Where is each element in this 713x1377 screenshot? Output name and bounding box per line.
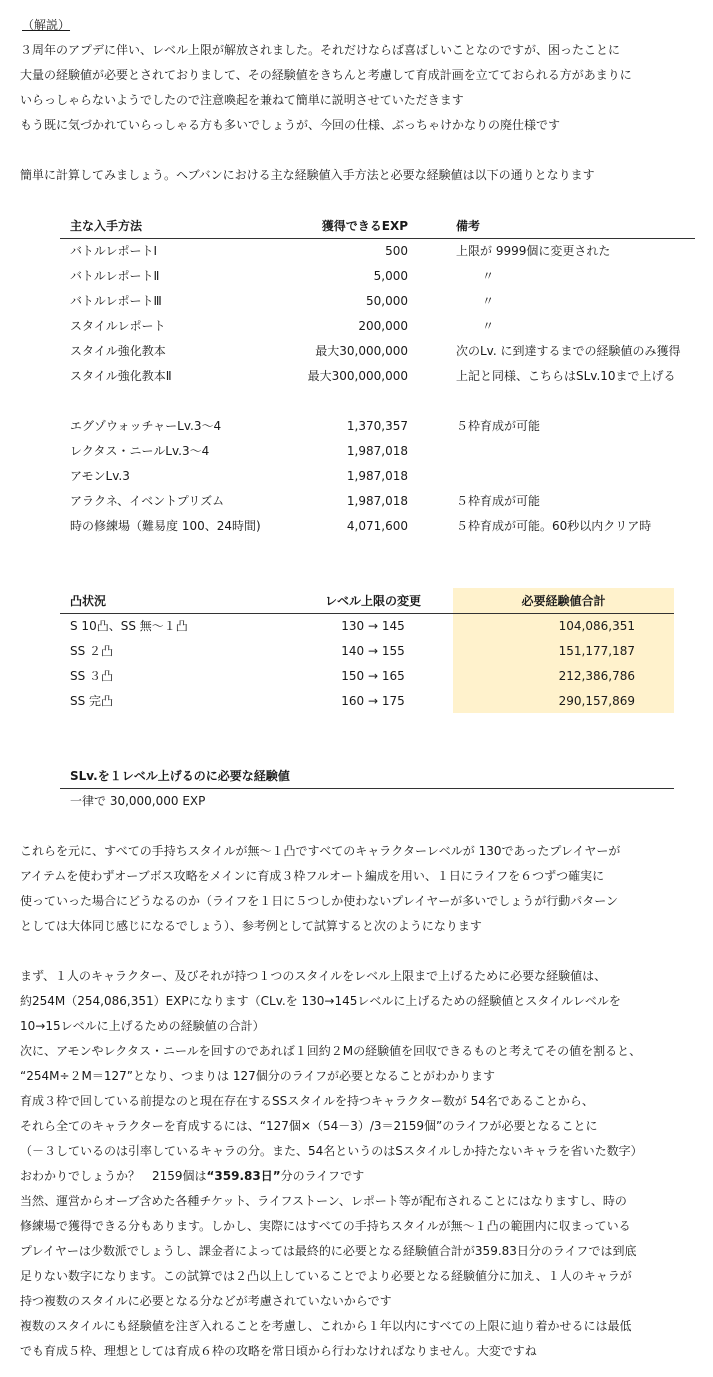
- table-header: 備考: [456, 219, 481, 233]
- text-line: 大量の経験値が必要とされておりまして、その経験値をきちんと考慮して育成計画を立てておられる方があまりに: [20, 68, 632, 82]
- text-line: 持つ複数のスタイルに必要となる分などが考慮されていないからです: [20, 1294, 392, 1308]
- note: 次のLv. に到達するまでの経験値のみ獲得: [456, 344, 681, 358]
- exp-value: 最大300,000,000: [307, 369, 408, 383]
- text-line: まず、１人のキャラクター、及びそれが持つ１つのスタイルをレベル上限まで上げるために必要な経験値は、: [20, 969, 607, 983]
- status: S 10凸、SS 無～１凸: [70, 619, 188, 633]
- cap-change: 130 → 145: [341, 619, 405, 633]
- text-line: 約254M（254,086,351）EXPになります（CLv.を 130→145レベルに上げるための経験値とスタイルレベルを: [20, 994, 621, 1008]
- source-name: エグゾウォッチャーLv.3～4: [70, 419, 222, 433]
- header-rule: [60, 238, 695, 239]
- source-name: バトルレポートⅡ: [70, 269, 160, 283]
- exp-value: 1,987,018: [346, 469, 408, 483]
- text-line: ３周年のアプデに伴い、レベル上限が解放されました。それだけならば喜ばしいことなのですが、困ったことに: [20, 43, 621, 57]
- exp-value: 500: [385, 244, 408, 258]
- exp-total: 212,386,786: [558, 669, 635, 683]
- note: ５枠育成が可能: [456, 419, 541, 433]
- source-name: バトルレポートⅢ: [70, 294, 162, 308]
- note: 〃: [482, 294, 495, 308]
- heading-rule: [60, 788, 674, 789]
- exp-value: 200,000: [358, 319, 408, 333]
- exp-total: 151,177,187: [558, 644, 635, 658]
- exp-value: 5,000: [373, 269, 408, 283]
- table-header: 凸状況: [70, 594, 107, 608]
- text-line: それら全てのキャラクターを育成するには、“127個×（54－3）/3＝2159個”のライフが必要となることに: [20, 1119, 598, 1133]
- cap-change: 140 → 155: [341, 644, 405, 658]
- note: ５枠育成が可能。60秒以内クリア時: [456, 519, 652, 533]
- answer-suffix: 分のライフです: [280, 1169, 365, 1183]
- cap-change: 160 → 175: [341, 694, 405, 708]
- answer-prefix: おわかりでしょうか？ 2159個は: [20, 1169, 207, 1183]
- calc-intro: 簡単に計算してみましょう。ヘブバンにおける主な経験値入手方法と必要な経験値は以下の通りとなります: [20, 168, 595, 182]
- status: SS ３凸: [70, 669, 114, 683]
- exp-value: 4,071,600: [346, 519, 408, 533]
- table-header: 主な入手方法: [70, 219, 143, 233]
- text-line: “254M÷２M＝127”となり、つまりは 127個分のライフが必要となることがわかります: [20, 1069, 496, 1083]
- exp-total: 104,086,351: [558, 619, 635, 633]
- text-line: プレイヤーは少数派でしょうし、課金者によっては最終的に必要となる経験値合計が359.83日分のライフでは到底: [20, 1244, 637, 1258]
- text-line: 当然、運営からオーブ含めた各種チケット、ライフストーン、レポート等が配布されることにはなりますし、時の: [20, 1194, 627, 1208]
- slv-heading: SLv.を１レベル上げるのに必要な経験値: [70, 769, 290, 783]
- source-name: スタイル強化教本Ⅱ: [70, 369, 172, 383]
- slv-value: 一律で 30,000,000 EXP: [70, 794, 206, 808]
- exp-total: 290,157,869: [558, 694, 635, 708]
- source-name: バトルレポートⅠ: [70, 244, 157, 258]
- text-line: 足りない数字になります。この試算では２凸以上していることでより必要となる経験値分に加え、１人のキャラが: [20, 1269, 632, 1283]
- table-header: 獲得できるEXP: [321, 219, 408, 233]
- answer-line: [20, 1168, 364, 1184]
- status: SS ２凸: [70, 644, 114, 658]
- source-name: スタイル強化教本: [70, 344, 166, 358]
- exp-value: 1,987,018: [346, 444, 408, 458]
- exp-value: 最大30,000,000: [315, 344, 408, 358]
- text-line: もう既に気づかれていらっしゃる方も多いでしょうが、今回の仕様、ぶっちゃけかなりの廃仕様です: [20, 118, 561, 132]
- source-name: 時の修練場（難易度 100、24時間): [70, 519, 261, 533]
- text-line: 使っていった場合にどうなるのか（ライフを１日に５つしか使わないプレイヤーが多いでしょうが行動パターン: [20, 894, 618, 908]
- note: 上記と同様、こちらはSLv.10まで上げる: [456, 369, 676, 383]
- text-line: 10→15レベルに上げるための経験値の合計）: [20, 1019, 265, 1033]
- source-name: アラクネ、イベントプリズム: [70, 494, 225, 508]
- exp-value: 50,000: [366, 294, 408, 308]
- note: 〃: [482, 269, 495, 283]
- source-name: レクタス・ニールLv.3～4: [70, 444, 210, 458]
- text-line: いらっしゃらないようでしたので注意喚起を兼ねて簡単に説明させていただきます: [20, 93, 464, 107]
- source-name: スタイルレポート: [70, 319, 166, 333]
- text-line: （－３しているのは引率しているキャラの分。また、54名というのはSスタイルしか持たないキャラを省いた数字）: [20, 1144, 643, 1158]
- note: ５枠育成が可能: [456, 494, 541, 508]
- status: SS 完凸: [70, 694, 114, 708]
- section-title: （解説）: [22, 18, 71, 32]
- table-header: レベル上限の変更: [324, 594, 421, 608]
- text-line: でも育成５枠、理想としては育成６枠の攻略を常日頃から行わなければなりません。大変ですね: [20, 1344, 537, 1358]
- table-header: 必要経験値合計: [521, 594, 606, 608]
- cap-change: 150 → 165: [341, 669, 405, 683]
- text-line: 育成３枠で回している前提なのと現在存在するSSスタイルを持つキャラクター数が 54名であることから、: [20, 1094, 594, 1108]
- note: 〃: [482, 319, 495, 333]
- text-line: アイテムを使わずオーブボス攻略をメインに育成３枠フルオート編成を用い、１日にライフを６つずつ確実に: [20, 869, 605, 883]
- exp-value: 1,370,357: [346, 419, 408, 433]
- exp-value: 1,987,018: [346, 494, 408, 508]
- answer-emphasis: “359.83日”: [206, 1169, 281, 1183]
- text-line: これらを元に、すべての手持ちスタイルが無～１凸ですべてのキャラクターレベルが 130であったプレイヤーが: [20, 844, 621, 858]
- text-line: 次に、アモンやレクタス・ニールを回すのであれば１回約２Mの経験値を回収できるものと考えてその値を割ると、: [20, 1044, 642, 1058]
- text-line: 修練場で獲得できる分もあります。しかし、実際にはすべての手持ちスタイルが無～１凸の範囲内に収まっている: [20, 1219, 631, 1233]
- text-line: としては大体同じ感じになるでしょう）、参考例として試算すると次のようになります: [20, 919, 482, 933]
- header-rule: [60, 613, 674, 614]
- text-line: 複数のスタイルにも経験値を注ぎ入れることを考慮し、これから１年以内にすべての上限に辿り着かせるには最低: [20, 1319, 632, 1333]
- source-name: アモンLv.3: [70, 469, 130, 483]
- note: 上限が 9999個に変更された: [456, 244, 611, 258]
